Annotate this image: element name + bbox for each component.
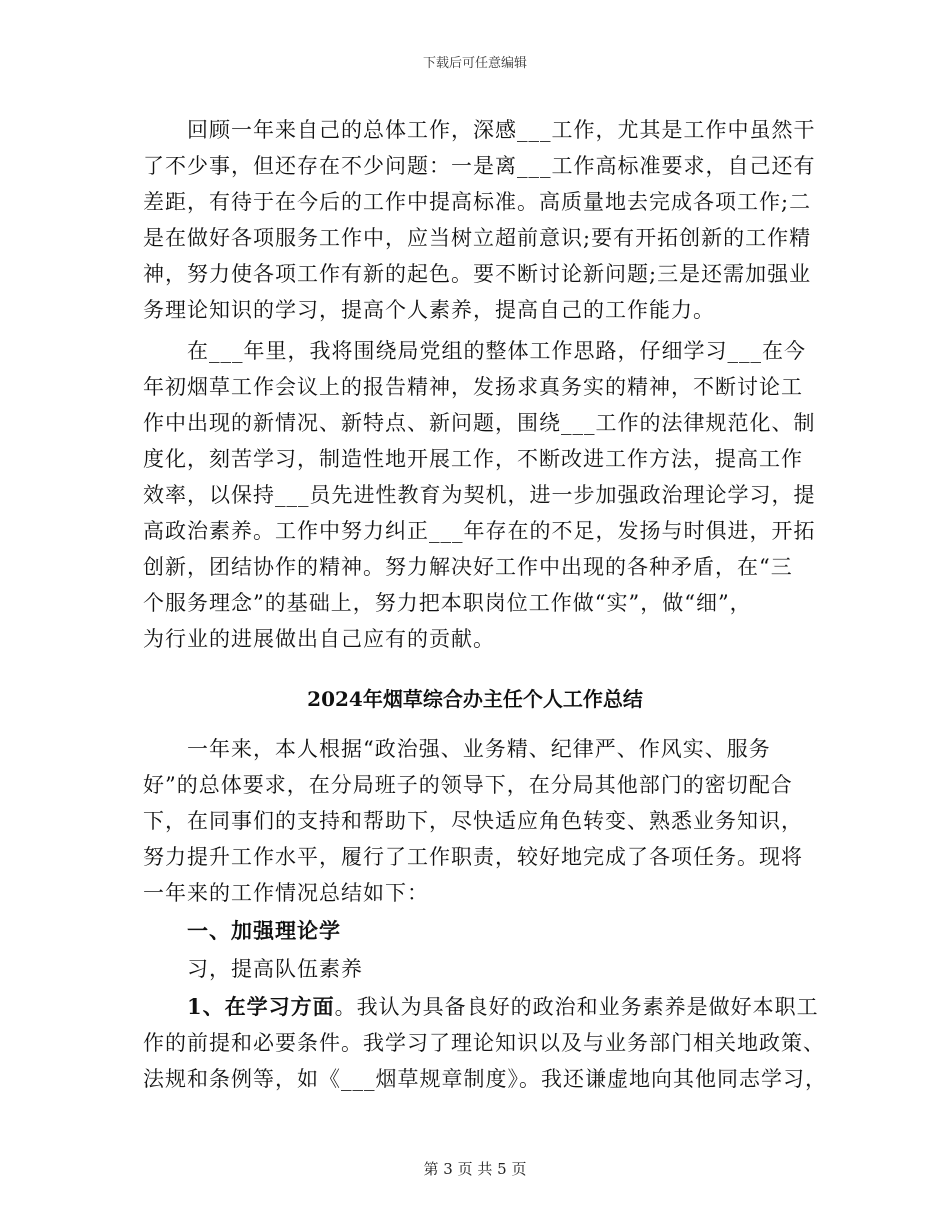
text-line: 好”的总体要求，在分局班子的领导下，在分局其他部门的密切配合 [143, 773, 793, 797]
text-line: 为行业的进展做出自己应有的贡献。 [143, 627, 495, 651]
text-line: 是在做好各项服务工作中，应当树立超前意识;要有开拓创新的工作精 [143, 226, 812, 250]
section-title: 2024年烟草综合办主任个人工作总结 [307, 687, 643, 711]
text-line: 务理论知识的学习，提高个人素养，提高自己的工作能力。 [143, 298, 715, 322]
text-line: 在___年里，我将围绕局党组的整体工作思路，仔细学习___在今 [143, 339, 806, 363]
text-line: 习，提高队伍素养 [143, 957, 363, 981]
item-label: 1、在学习方面 [143, 994, 335, 1019]
page-footer: 第 3 页 共 5 页 [423, 1160, 527, 1178]
text-line: 创新，团结协作的精神。努力解决好工作中出现的各种矛盾，在“三 [143, 555, 793, 579]
text-line: 年初烟草工作会议上的报告精神，发扬求真务实的精神，不断讨论工 [143, 375, 803, 399]
text-line: 一年来的工作情况总结如下： [143, 881, 429, 905]
text-line: 差距，有待于在今后的工作中提高标准。高质量地去完成各项工作;二 [143, 190, 812, 214]
text-line: 努力提升工作水平，履行了工作职责，较好地完成了各项任务。现将 [143, 845, 803, 869]
text-line: 作的前提和必要条件。我学习了理论知识以及与业务部门相关地政策、 [143, 1031, 825, 1055]
text-line: 度化，刻苦学习，制造性地开展工作，不断改进工作方法，提高工作 [143, 447, 803, 471]
text-line: 回顾一年来自己的总体工作，深感___工作，尤其是工作中虽然干 [143, 118, 816, 142]
text-line: 下，在同事们的支持和帮助下，尽快适应角色转变、熟悉业务知识， [143, 809, 803, 833]
subheading: 一、加强理论学 [143, 918, 341, 943]
text-line [143, 991, 819, 1021]
text-line: 一年来，本人根据“政治强、业务精、纪律严、作风实、服务 [143, 737, 771, 761]
text-line: 高政治素养。工作中努力纠正___年存在的不足，发扬与时俱进，开拓 [143, 519, 816, 543]
item-text: 。我认为具备良好的政治和业务素养是做好本职工 [334, 995, 819, 1019]
text-line: 神，努力使各项工作有新的起色。要不断讨论新问题;三是还需加强业 [143, 262, 812, 286]
text-line: 法规和条例等，如《___烟草规章制度》。我还谦虚地向其他同志学习， [143, 1067, 827, 1091]
text-line: 作中出现的新情况、新特点、新问题，围绕___工作的法律规范化、制 [143, 411, 816, 435]
page-header: 下载后可任意编辑 [422, 56, 527, 71]
text-line: 效率，以保持___员先进性教育为契机，进一步加强政治理论学习，提 [143, 483, 816, 507]
text-line: 个服务理念”的基础上，努力把本职岗位工作做“实”，做“细”， [143, 591, 752, 615]
text-line: 了不少事，但还存在不少问题：一是离___工作高标准要求，自己还有 [143, 154, 816, 178]
